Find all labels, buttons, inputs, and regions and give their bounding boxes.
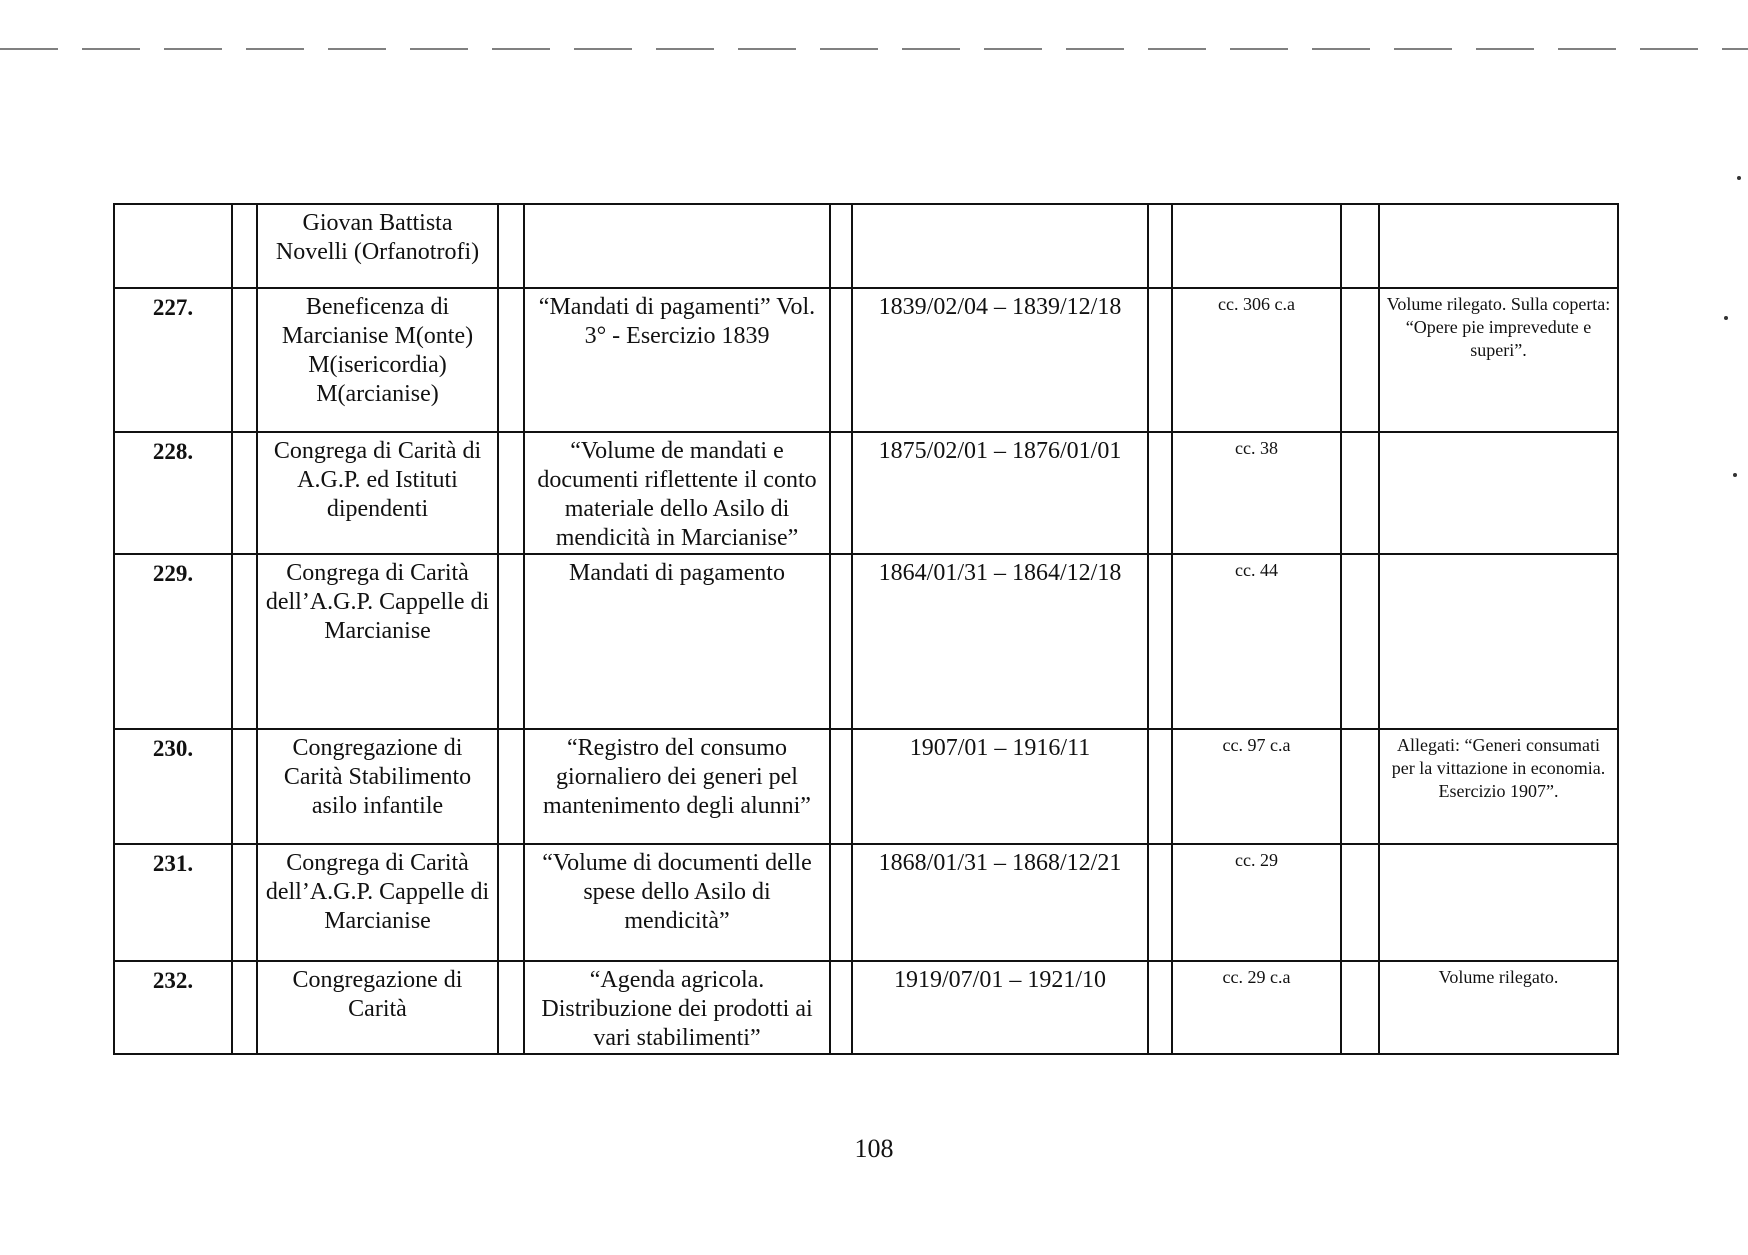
title-cell: “Mandati di pagamenti” Vol. 3° - Esercizio 1839 bbox=[524, 288, 830, 432]
table-row bbox=[114, 288, 1618, 432]
dates-cell: 1919/07/01 – 1921/10 bbox=[852, 961, 1148, 1054]
notes-cell: Volume rilegato. bbox=[1379, 961, 1618, 1054]
column-gap bbox=[232, 961, 257, 1054]
notes-cell bbox=[1379, 204, 1618, 288]
column-gap bbox=[830, 729, 852, 844]
table-row bbox=[114, 432, 1618, 554]
entry-number bbox=[114, 204, 232, 288]
entry-number: 228. bbox=[114, 432, 232, 554]
entry-number: 230. bbox=[114, 729, 232, 844]
column-gap bbox=[1341, 432, 1379, 554]
title-cell: “Registro del consumo giornaliero dei generi pel mantenimento degli alunni” bbox=[524, 729, 830, 844]
column-gap bbox=[232, 204, 257, 288]
column-gap bbox=[1148, 288, 1172, 432]
column-gap bbox=[1148, 432, 1172, 554]
extent-cell: cc. 97 c.a bbox=[1172, 729, 1341, 844]
column-gap bbox=[830, 432, 852, 554]
title-cell bbox=[524, 204, 830, 288]
column-gap bbox=[1148, 961, 1172, 1054]
institution-cell: Congrega di Carità di A.G.P. ed Istituti dipendenti bbox=[257, 432, 498, 554]
extent-cell: cc. 29 c.a bbox=[1172, 961, 1341, 1054]
column-gap bbox=[830, 554, 852, 729]
dates-cell: 1864/01/31 – 1864/12/18 bbox=[852, 554, 1148, 729]
table-row bbox=[114, 554, 1618, 729]
column-gap bbox=[232, 432, 257, 554]
column-gap bbox=[830, 204, 852, 288]
entry-number: 229. bbox=[114, 554, 232, 729]
title-cell: “Volume de mandati e documenti riflettente il conto materiale dello Asilo di mendicità in Marcianise” bbox=[524, 432, 830, 554]
column-gap bbox=[1341, 288, 1379, 432]
extent-cell: cc. 38 bbox=[1172, 432, 1341, 554]
extent-cell bbox=[1172, 204, 1341, 288]
institution-cell: Congrega di Carità dell’A.G.P. Cappelle di Marcianise bbox=[257, 554, 498, 729]
dates-cell: 1839/02/04 – 1839/12/18 bbox=[852, 288, 1148, 432]
notes-cell bbox=[1379, 554, 1618, 729]
dates-cell: 1907/01 – 1916/11 bbox=[852, 729, 1148, 844]
column-gap bbox=[232, 844, 257, 961]
notes-cell bbox=[1379, 432, 1618, 554]
institution-cell: Beneficenza di Marcianise M(onte) M(isericordia) M(arcianise) bbox=[257, 288, 498, 432]
scan-speck bbox=[1737, 176, 1741, 180]
institution-cell: Congregazione di Carità bbox=[257, 961, 498, 1054]
notes-cell: Allegati: “Generi consumati per la vittazione in economia. Esercizio 1907”. bbox=[1379, 729, 1618, 844]
dates-cell bbox=[852, 204, 1148, 288]
table-row bbox=[114, 729, 1618, 844]
institution-cell: Congregazione di Carità Stabilimento asilo infantile bbox=[257, 729, 498, 844]
table-row bbox=[114, 844, 1618, 961]
extent-cell: cc. 44 bbox=[1172, 554, 1341, 729]
column-gap bbox=[830, 288, 852, 432]
institution-cell: Congrega di Carità dell’A.G.P. Cappelle di Marcianise bbox=[257, 844, 498, 961]
column-gap bbox=[232, 554, 257, 729]
extent-cell: cc. 29 bbox=[1172, 844, 1341, 961]
column-gap bbox=[1341, 554, 1379, 729]
scan-dashed-edge bbox=[0, 48, 1748, 50]
column-gap bbox=[498, 729, 524, 844]
archive-inventory-table bbox=[113, 203, 1619, 1055]
column-gap bbox=[830, 844, 852, 961]
column-gap bbox=[498, 554, 524, 729]
title-cell: Mandati di pagamento bbox=[524, 554, 830, 729]
column-gap bbox=[498, 961, 524, 1054]
notes-cell: Volume rilegato. Sulla coperta: “Opere pie imprevedute e superi”. bbox=[1379, 288, 1618, 432]
dates-cell: 1875/02/01 – 1876/01/01 bbox=[852, 432, 1148, 554]
table-row bbox=[114, 204, 1618, 288]
column-gap bbox=[498, 432, 524, 554]
column-gap bbox=[232, 729, 257, 844]
column-gap bbox=[1341, 204, 1379, 288]
entry-number: 231. bbox=[114, 844, 232, 961]
extent-cell: cc. 306 c.a bbox=[1172, 288, 1341, 432]
dates-cell: 1868/01/31 – 1868/12/21 bbox=[852, 844, 1148, 961]
column-gap bbox=[1341, 961, 1379, 1054]
title-cell: “Volume di documenti delle spese dello Asilo di mendicità” bbox=[524, 844, 830, 961]
column-gap bbox=[1148, 844, 1172, 961]
scan-speck bbox=[1724, 316, 1728, 320]
column-gap bbox=[1148, 729, 1172, 844]
notes-cell bbox=[1379, 844, 1618, 961]
column-gap bbox=[498, 844, 524, 961]
page-number: 108 bbox=[854, 1134, 894, 1163]
entry-number: 232. bbox=[114, 961, 232, 1054]
institution-cell: Giovan Battista Novelli (Orfanotrofi) bbox=[257, 204, 498, 288]
column-gap bbox=[498, 204, 524, 288]
scan-speck bbox=[1733, 473, 1737, 477]
entry-number: 227. bbox=[114, 288, 232, 432]
column-gap bbox=[232, 288, 257, 432]
title-cell: “Agenda agricola. Distribuzione dei prodotti ai vari stabilimenti” bbox=[524, 961, 830, 1054]
column-gap bbox=[1148, 554, 1172, 729]
table-row bbox=[114, 961, 1618, 1054]
column-gap bbox=[1341, 729, 1379, 844]
column-gap bbox=[1148, 204, 1172, 288]
column-gap bbox=[498, 288, 524, 432]
column-gap bbox=[1341, 844, 1379, 961]
column-gap bbox=[830, 961, 852, 1054]
